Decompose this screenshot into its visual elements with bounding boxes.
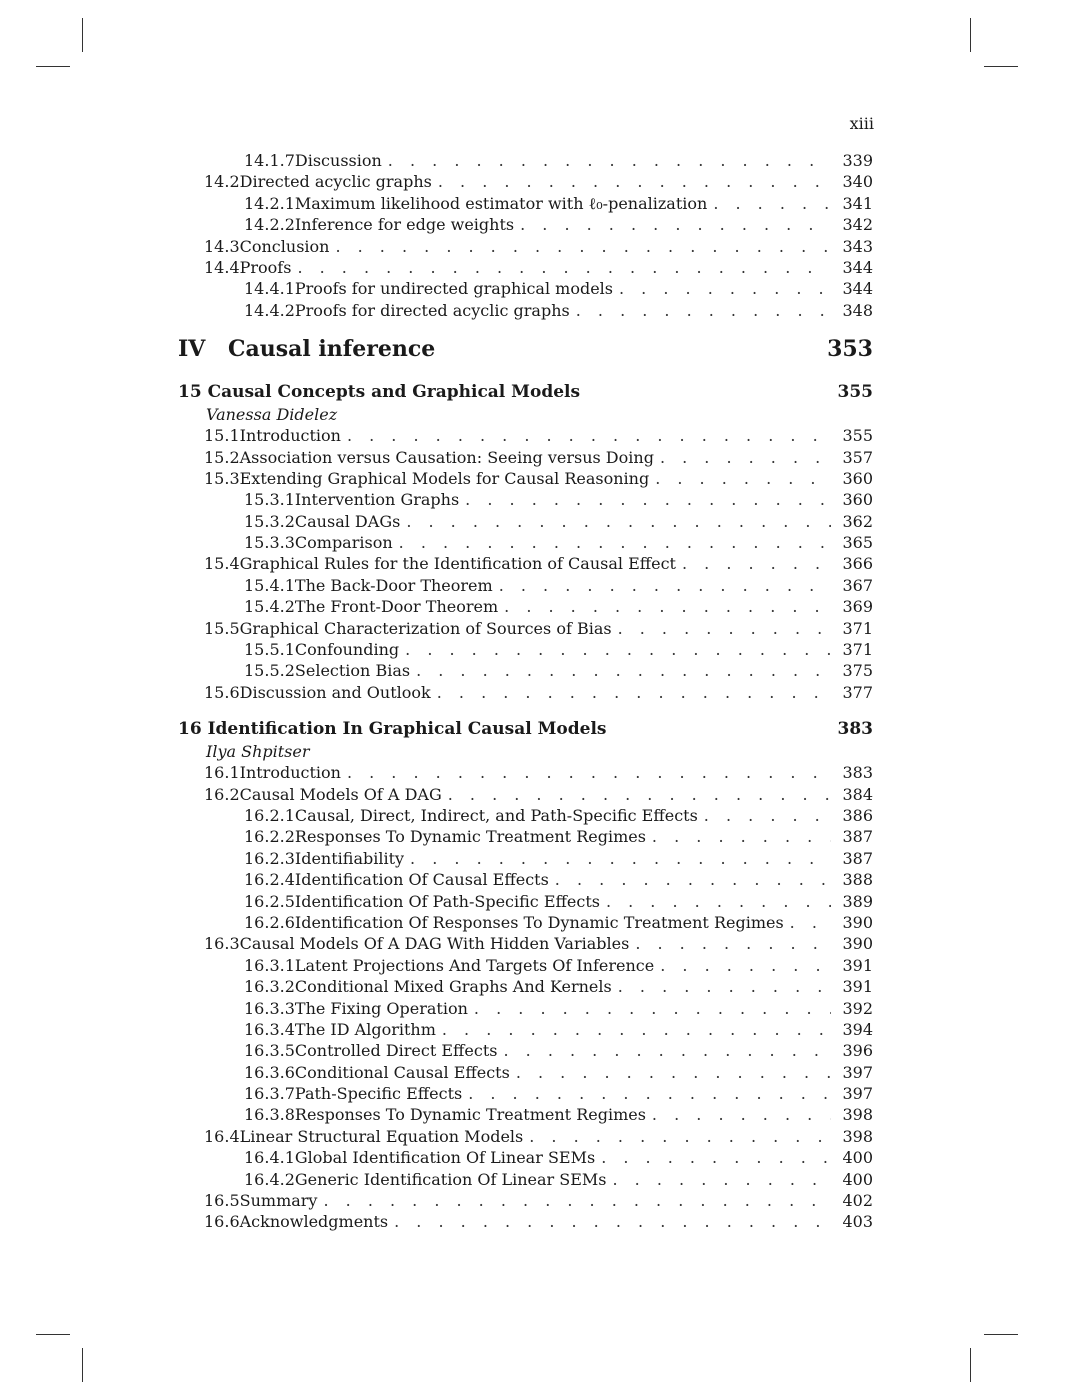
dot-leader (410, 848, 831, 869)
section-number: 16.6 (204, 1212, 240, 1232)
section-page: 400 (842, 1148, 873, 1168)
dot-leader (297, 257, 831, 278)
section-title: Confounding (294, 640, 400, 660)
section-title: Identification Of Causal Effects (294, 870, 549, 890)
section-page: 402 (842, 1191, 873, 1211)
dot-leader (652, 826, 831, 847)
dot-leader (503, 1040, 831, 1061)
section-number: 16.2 (204, 784, 240, 804)
chapter-author: Ilya Shpitser (206, 742, 310, 762)
toc-section-entry[interactable] (178, 682, 873, 703)
section-number: 15.3 (204, 468, 240, 488)
crop-mark-bottom-left-vertical (82, 1348, 83, 1382)
section-page: 342 (842, 215, 873, 235)
section-title: Introduction (239, 763, 341, 783)
section-page: 388 (842, 870, 873, 890)
dot-leader (555, 869, 831, 890)
toc-section-entry[interactable] (178, 447, 873, 468)
section-number: 16.4.1 (244, 1148, 295, 1168)
toc-entries-chapter-15 (178, 425, 873, 703)
section-title: Association versus Causation: Seeing versus Doing (239, 447, 654, 467)
dot-leader (682, 553, 831, 574)
dot-leader (474, 998, 831, 1019)
section-page: 383 (842, 763, 873, 783)
toc-subsection-entry[interactable] (178, 214, 873, 235)
section-title: Acknowledgments (239, 1212, 389, 1232)
section-page: 397 (842, 1084, 873, 1104)
section-number: 15.3.2 (244, 511, 295, 531)
section-number: 15.5.2 (244, 661, 295, 681)
section-title: Discussion and Outlook (239, 682, 431, 702)
toc-subsection-entry[interactable] (178, 826, 873, 847)
toc-subsection-entry[interactable] (178, 955, 873, 976)
dot-leader (437, 682, 831, 703)
section-page: 389 (842, 891, 873, 911)
section-title: The Fixing Operation (294, 998, 468, 1018)
dot-leader (399, 532, 831, 553)
dot-leader (601, 1147, 831, 1168)
toc-entries-chapter-16 (178, 762, 873, 1233)
section-page: 403 (842, 1212, 873, 1232)
toc-subsection-entry[interactable] (178, 912, 873, 933)
dot-leader (652, 1104, 831, 1125)
section-page: 398 (842, 1126, 873, 1146)
section-title: Comparison (294, 533, 393, 553)
dot-leader (516, 1062, 831, 1083)
dot-leader (394, 1211, 831, 1232)
chapter-title: 15 Causal Concepts and Graphical Models (178, 382, 581, 403)
toc-subsection-entry[interactable] (178, 848, 873, 869)
section-page: 391 (842, 977, 873, 997)
crop-mark-top-right-vertical (970, 18, 971, 52)
section-number: 15.3.3 (244, 533, 295, 553)
section-page: 371 (842, 618, 873, 638)
section-number: 14.2 (204, 172, 240, 192)
section-title: Inference for edge weights (294, 215, 515, 235)
toc-subsection-entry[interactable] (178, 193, 873, 214)
toc-subsection-entry[interactable] (178, 1104, 873, 1125)
section-page: 387 (842, 848, 873, 868)
toc-subsection-entry[interactable] (178, 489, 873, 510)
section-title: Maximum likelihood estimator with ℓ₀-penalization (294, 193, 708, 213)
chapter-page: 355 (837, 382, 873, 403)
section-page: 340 (842, 172, 873, 192)
section-title: Responses To Dynamic Treatment Regimes (294, 827, 646, 847)
toc-section-entry[interactable] (178, 171, 873, 192)
crop-mark-top-right-horizontal (984, 66, 1018, 67)
crop-mark-bottom-right-vertical (970, 1348, 971, 1382)
section-page: 339 (842, 151, 873, 170)
chapter-heading-16 (178, 719, 873, 741)
toc-subsection-entry[interactable] (178, 532, 873, 553)
crop-mark-bottom-right-horizontal (984, 1334, 1018, 1335)
section-title: Summary (239, 1191, 318, 1211)
dot-leader (660, 447, 831, 468)
section-title: Linear Structural Equation Models (239, 1126, 524, 1146)
toc-section-entry[interactable] (178, 618, 873, 639)
section-number: 16.2.5 (244, 891, 295, 911)
section-title: Intervention Graphs (294, 490, 460, 510)
section-page: 392 (842, 998, 873, 1018)
section-page: 400 (842, 1169, 873, 1189)
dot-leader (405, 639, 831, 660)
section-number: 15.4 (204, 554, 240, 574)
section-number: 16.1 (204, 763, 240, 783)
section-number: 15.5 (204, 618, 240, 638)
toc-section-entry[interactable] (178, 236, 873, 257)
chapter-author: Vanessa Didelez (206, 405, 338, 425)
toc-subsection-entry[interactable] (178, 976, 873, 997)
section-page: 362 (842, 511, 873, 531)
section-number: 16.3.5 (244, 1041, 295, 1061)
section-title: Discussion (294, 151, 382, 170)
toc-subsection-entry[interactable] (178, 300, 873, 321)
section-number: 14.4 (204, 257, 240, 277)
toc-section-entry[interactable] (178, 933, 873, 954)
section-number: 16.3.6 (244, 1062, 295, 1082)
dot-leader (335, 236, 831, 257)
dot-leader (660, 955, 831, 976)
section-page: 341 (842, 193, 873, 213)
dot-leader (448, 784, 831, 805)
section-title: Global Identification Of Linear SEMs (294, 1148, 596, 1168)
section-title: Proofs for undirected graphical models (294, 279, 613, 299)
section-page: 343 (842, 236, 873, 256)
section-number: 16.3 (204, 934, 240, 954)
toc-section-entry[interactable] (178, 257, 873, 278)
section-number: 16.2.3 (244, 848, 295, 868)
section-page: 344 (842, 279, 873, 299)
toc-subsection-entry[interactable] (178, 869, 873, 890)
dot-leader (790, 912, 831, 933)
section-number: 15.3.1 (244, 490, 295, 510)
section-title: Conditional Mixed Graphs And Kernels (294, 977, 612, 997)
section-title: Proofs for directed acyclic graphs (294, 300, 570, 320)
toc-subsection-entry[interactable] (178, 575, 873, 596)
dot-leader (465, 489, 831, 510)
section-page: 387 (842, 827, 873, 847)
toc-subsection-entry[interactable] (178, 278, 873, 299)
toc-subsection-entry[interactable] (178, 511, 873, 532)
toc-subsection-entry[interactable] (178, 1019, 873, 1040)
toc-subsection-entry[interactable] (178, 639, 873, 660)
section-page: 360 (842, 468, 873, 488)
toc-section-entry[interactable] (178, 1126, 873, 1147)
dot-leader (613, 1169, 832, 1190)
dot-leader (618, 976, 831, 997)
section-number: 14.1.7 (244, 151, 295, 170)
section-page: 390 (842, 934, 873, 954)
dot-leader (713, 193, 831, 214)
dot-leader (347, 425, 831, 446)
toc-section-entry[interactable] (178, 425, 873, 446)
section-page: 344 (842, 257, 873, 277)
section-title: Identification Of Responses To Dynamic Treatment Regimes (294, 912, 784, 932)
section-page: 377 (842, 682, 873, 702)
section-number: 16.3.3 (244, 998, 295, 1018)
section-number: 16.2.2 (244, 827, 295, 847)
chapter-heading-15 (178, 382, 873, 404)
dot-leader (406, 511, 831, 532)
section-title: Controlled Direct Effects (294, 1041, 498, 1061)
dot-leader (529, 1126, 831, 1147)
section-page: 369 (842, 597, 873, 617)
section-number: 14.2.2 (244, 215, 295, 235)
section-number: 16.2.1 (244, 805, 295, 825)
section-page: 397 (842, 1062, 873, 1082)
section-number: 16.3.8 (244, 1105, 295, 1125)
part-number: IV (178, 336, 206, 363)
toc-entries-chapter-14 (178, 150, 873, 321)
toc-section-entry[interactable] (178, 1211, 873, 1232)
toc-subsection-entry[interactable] (178, 150, 873, 171)
dot-leader (504, 596, 831, 617)
section-title: Extending Graphical Models for Causal Reasoning (239, 468, 650, 488)
section-title: Causal Models Of A DAG (239, 784, 442, 804)
section-page: 396 (842, 1041, 873, 1061)
section-page: 371 (842, 640, 873, 660)
section-page: 391 (842, 955, 873, 975)
crop-mark-top-left-vertical (82, 18, 83, 52)
section-page: 375 (842, 661, 873, 681)
part-heading (178, 336, 873, 366)
dot-leader (606, 891, 831, 912)
section-page: 357 (842, 447, 873, 467)
crop-mark-top-left-horizontal (36, 66, 70, 67)
section-page: 365 (842, 533, 873, 553)
section-number: 16.2.4 (244, 870, 295, 890)
dot-leader (347, 762, 831, 783)
chapter-page: 383 (837, 719, 873, 740)
dot-leader (438, 171, 831, 192)
section-number: 16.2.6 (244, 912, 295, 932)
section-number: 16.4 (204, 1126, 240, 1146)
section-title: Responses To Dynamic Treatment Regimes (294, 1105, 646, 1125)
dot-leader (635, 933, 831, 954)
section-page: 384 (842, 784, 873, 804)
section-title: Identifiability (294, 848, 405, 868)
toc-subsection-entry[interactable] (178, 1062, 873, 1083)
section-number: 16.4.2 (244, 1169, 295, 1189)
dot-leader (618, 618, 831, 639)
section-number: 16.3.2 (244, 977, 295, 997)
section-title: Identification Of Path-Specific Effects (294, 891, 600, 911)
dot-leader (655, 468, 831, 489)
part-title: Causal inference (228, 336, 436, 363)
toc-subsection-entry[interactable] (178, 891, 873, 912)
section-page: 367 (842, 575, 873, 595)
crop-mark-bottom-left-horizontal (36, 1334, 70, 1335)
dot-leader (442, 1019, 831, 1040)
toc-subsection-entry[interactable] (178, 998, 873, 1019)
section-title: Causal Models Of A DAG With Hidden Variables (239, 934, 630, 954)
section-title: Proofs (239, 257, 292, 277)
section-page: 360 (842, 490, 873, 510)
dot-leader (576, 300, 831, 321)
toc-subsection-entry[interactable] (178, 1083, 873, 1104)
toc-subsection-entry[interactable] (178, 596, 873, 617)
section-number: 16.3.1 (244, 955, 295, 975)
toc-section-entry[interactable] (178, 784, 873, 805)
dot-leader (416, 660, 831, 681)
section-number: 16.3.4 (244, 1019, 295, 1039)
section-number: 14.4.1 (244, 279, 295, 299)
section-number: 15.2 (204, 447, 240, 467)
section-page: 394 (842, 1019, 873, 1039)
toc-section-entry[interactable] (178, 553, 873, 574)
chapter-title: 16 Identification In Graphical Causal Models (178, 719, 607, 740)
section-page: 398 (842, 1105, 873, 1125)
section-number: 15.6 (204, 682, 240, 702)
section-number: 14.4.2 (244, 300, 295, 320)
section-number: 16.3.7 (244, 1084, 295, 1104)
dot-leader (704, 805, 831, 826)
dot-leader (468, 1083, 831, 1104)
section-page: 386 (842, 805, 873, 825)
table-of-contents (178, 150, 873, 1233)
section-title: The Front-Door Theorem (294, 597, 499, 617)
section-number: 16.5 (204, 1191, 240, 1211)
part-page: 353 (827, 336, 873, 363)
section-title: Graphical Rules for the Identification of Causal Effect (239, 554, 676, 574)
dot-leader (499, 575, 831, 596)
section-title: Graphical Characterization of Sources of Bias (239, 618, 612, 638)
toc-section-entry[interactable] (178, 762, 873, 783)
dot-leader (619, 278, 831, 299)
section-title: Causal DAGs (294, 511, 401, 531)
section-page: 348 (842, 300, 873, 320)
toc-subsection-entry[interactable] (178, 1169, 873, 1190)
section-page: 390 (842, 912, 873, 932)
page-number: xiii (849, 114, 874, 133)
toc-subsection-entry[interactable] (178, 660, 873, 681)
section-title: The ID Algorithm (294, 1019, 436, 1039)
toc-section-entry[interactable] (178, 468, 873, 489)
section-title: Conclusion (239, 236, 330, 256)
section-title: Path-Specific Effects (294, 1084, 463, 1104)
dot-leader (388, 150, 831, 171)
section-title: Causal, Direct, Indirect, and Path-Specific Effects (294, 805, 698, 825)
section-number: 15.1 (204, 426, 240, 446)
toc-section-entry[interactable] (178, 1190, 873, 1211)
section-page: 366 (842, 554, 873, 574)
section-number: 15.4.1 (244, 575, 295, 595)
section-title: Conditional Causal Effects (294, 1062, 510, 1082)
dot-leader (323, 1190, 831, 1211)
section-number: 15.4.2 (244, 597, 295, 617)
toc-subsection-entry[interactable] (178, 1040, 873, 1061)
section-title: Introduction (239, 426, 341, 446)
section-title: The Back-Door Theorem (294, 575, 493, 595)
section-page: 355 (842, 426, 873, 446)
toc-subsection-entry[interactable] (178, 805, 873, 826)
section-title: Selection Bias (294, 661, 411, 681)
section-title: Directed acyclic graphs (239, 172, 432, 192)
dot-leader (520, 214, 831, 235)
section-number: 14.2.1 (244, 193, 295, 213)
section-number: 15.5.1 (244, 640, 295, 660)
section-title: Latent Projections And Targets Of Inference (294, 955, 655, 975)
section-title: Generic Identification Of Linear SEMs (294, 1169, 607, 1189)
section-number: 14.3 (204, 236, 240, 256)
toc-subsection-entry[interactable] (178, 1147, 873, 1168)
